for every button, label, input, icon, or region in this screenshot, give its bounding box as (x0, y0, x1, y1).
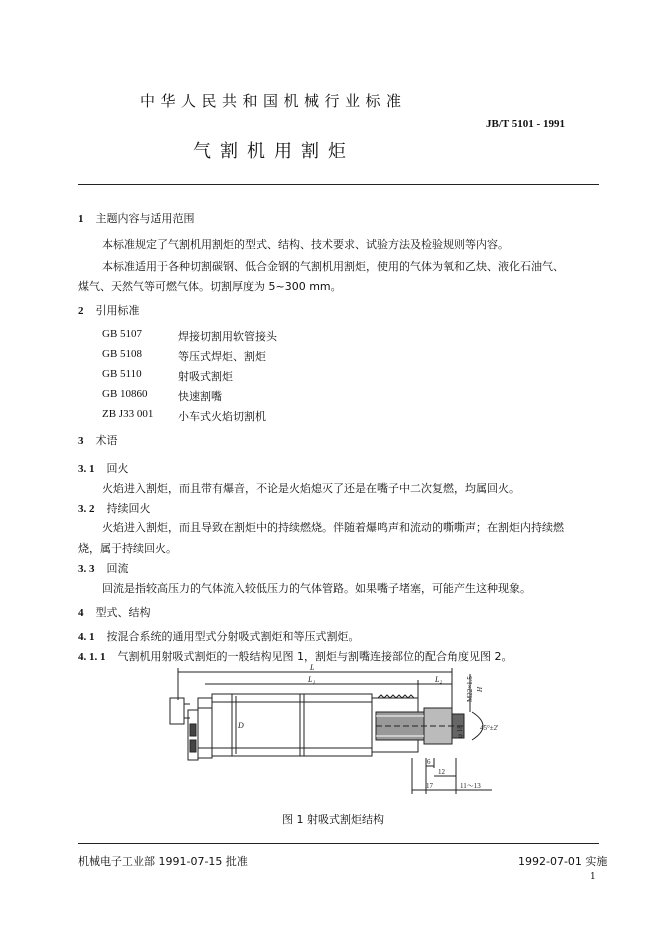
torch-structure-figure (150, 664, 520, 798)
section-3-1-para: 火焰进入割炬，而且带有爆音，不论是火焰熄灭了还是在嘴子中二次复燃，均属回火。 (102, 482, 520, 495)
dim-11-13: 11～13 (460, 782, 481, 790)
ref-name: 焊接切割用软管接头 (178, 330, 277, 343)
section-3-heading (78, 432, 118, 448)
dim-label-l: L (310, 664, 315, 672)
section-2-heading (78, 302, 140, 318)
section-4-title: 型式、结构 (95, 606, 151, 619)
figure-caption: 图 1 射吸式割炬结构 (282, 813, 384, 826)
section-3-3-num: 3. 3 (78, 563, 95, 575)
ref-name: 射吸式割炬 (178, 370, 233, 383)
angle-label: 45°±2' (480, 724, 499, 732)
standard-code: JB/T 5101 - 1991 (486, 118, 565, 130)
section-3-2-para-line-2: 烧，属于持续回火。 (78, 542, 177, 555)
dia-label: φ 18 (456, 725, 464, 738)
section-3-1-title: 回火 (106, 462, 129, 475)
section-3-1-heading (78, 460, 129, 476)
ref-name: 小车式火焰切割机 (178, 410, 266, 423)
thread-label: M22×1.5 (466, 676, 474, 702)
inlet-fitting (170, 698, 184, 724)
dim-17: 17 (426, 782, 433, 790)
section-3-num: 3 (78, 435, 84, 447)
dim-label-d: D (238, 721, 244, 730)
ref-code: GB 10860 (102, 388, 148, 400)
dim-12: 12 (438, 768, 445, 776)
effective-date: 1992-07-01 实施 (518, 855, 608, 868)
dim-label-l1: L₁ (308, 675, 316, 684)
section-4-1-text: 按混合系统的通用型式分射吸式割炬和等压式割炬。 (106, 630, 360, 643)
section-3-2-title: 持续回火 (106, 502, 151, 515)
ref-code: ZB J33 001 (102, 408, 154, 420)
approval-line: 机械电子工业部 1991-07-15 批准 (78, 855, 248, 868)
section-3-2-num: 3. 2 (78, 503, 95, 515)
section-4-1-num: 4. 1 (78, 631, 95, 643)
section-4-1-1-heading (78, 648, 513, 664)
section-1-num: 1 (78, 213, 84, 225)
section-1-para-1: 本标准规定了气割机用割炬的型式、结构、技术要求、试验方法及检验规则等内容。 (102, 238, 509, 251)
standard-org: 中华人民共和国机械行业标准 (140, 92, 407, 110)
ref-name: 快速割嘴 (178, 390, 222, 403)
section-1-para-2-line-2: 煤气、天然气等可燃气体。切割厚度为 5~300 mm。 (78, 280, 342, 293)
section-4-1-1-text: 气割机用射吸式割炬的一般结构见图 1，割炬与割嘴连接部位的配合角度见图 2。 (117, 650, 513, 663)
section-3-3-title: 回流 (106, 562, 129, 575)
header-rule (78, 184, 599, 185)
section-3-2-heading (78, 500, 151, 516)
section-3-2-para-line-1: 火焰进入割炬，而且导致在割炬中的持续燃烧。伴随着爆鸣声和流动的嘶嘶声；在割炬内持续燃 (102, 521, 564, 534)
section-1-heading (78, 210, 195, 226)
ref-name: 等压式焊炬、割炬 (178, 350, 266, 363)
ref-code: GB 5107 (102, 328, 143, 340)
dim-6: 6 (427, 758, 431, 766)
section-4-heading (78, 604, 151, 620)
ref-code: GB 5108 (102, 348, 143, 360)
dim-label-l2: L₂ (435, 675, 443, 684)
section-4-1-1-num: 4. 1. 1 (78, 651, 106, 663)
section-3-3-heading (78, 560, 129, 576)
section-3-3-para: 回流是指较高压力的气体流入较低压力的气体管路。如果嘴子堵塞，可能产生这种现象。 (102, 582, 531, 595)
h-label: H (476, 686, 484, 692)
section-1-title: 主题内容与适用范围 (95, 212, 195, 225)
section-2-title: 引用标准 (95, 304, 140, 317)
section-3-title: 术语 (95, 434, 118, 447)
page-number: 1 (590, 872, 596, 882)
page-title: 气割机用割炬 (193, 141, 355, 162)
section-1-para-2-line-1: 本标准适用于各种切割碳钢、低合金钢的气割机用割炬，使用的气体为氧和乙炔、液化石油气、 (102, 260, 564, 273)
section-4-num: 4 (78, 607, 84, 619)
section-2-num: 2 (78, 305, 84, 317)
footer-rule (78, 843, 599, 844)
section-4-1-heading (78, 628, 360, 644)
section-3-1-num: 3. 1 (78, 463, 95, 475)
ref-code: GB 5110 (102, 368, 142, 380)
